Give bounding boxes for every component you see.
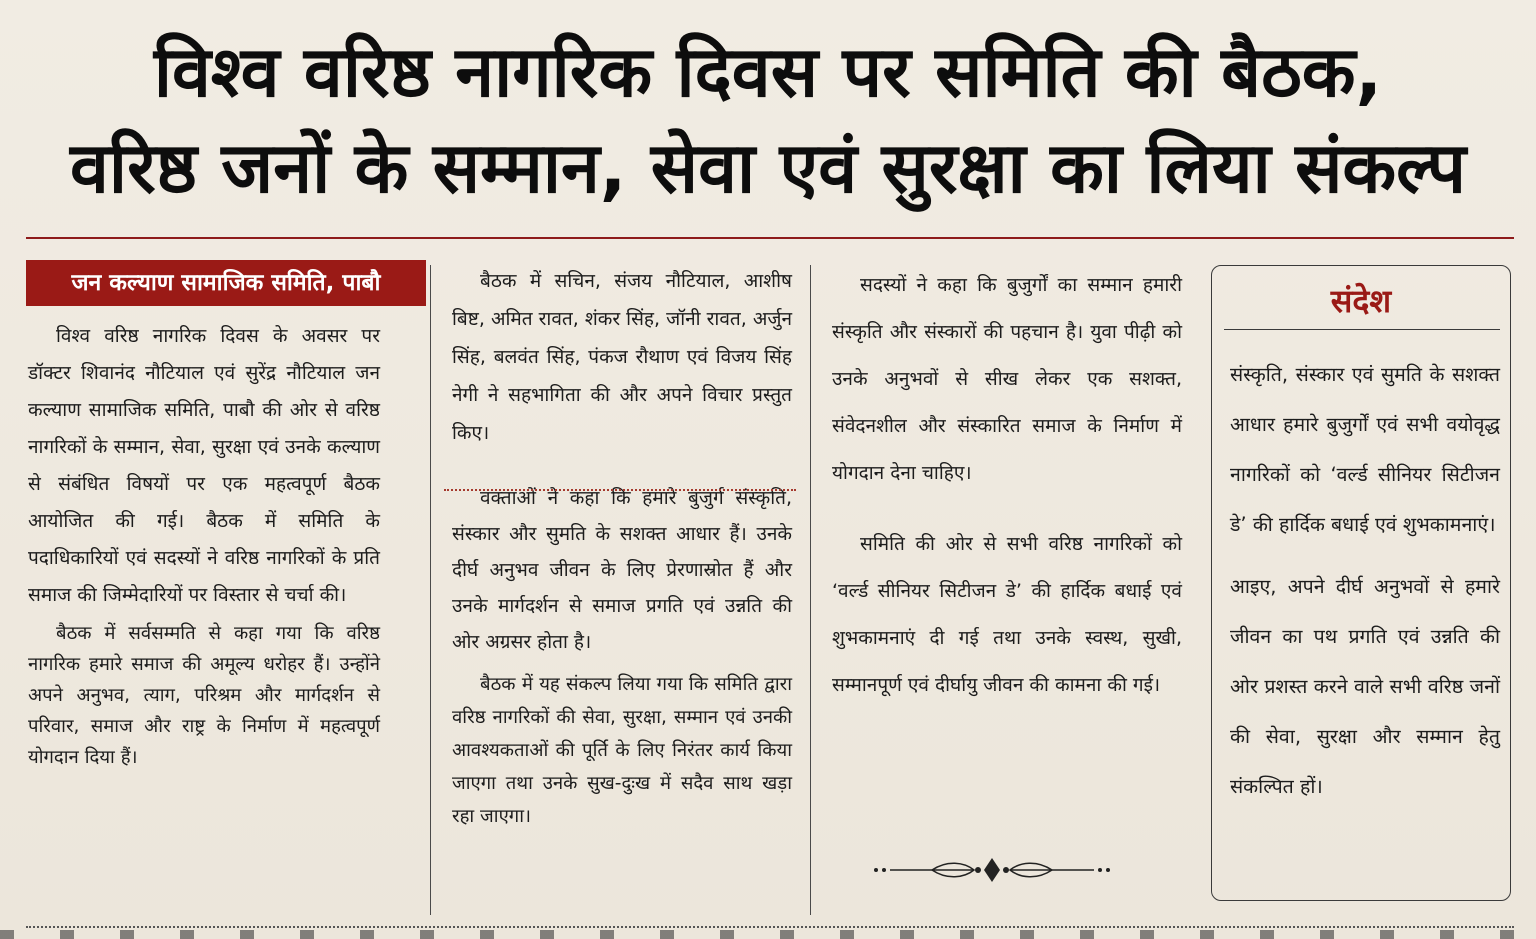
- message-box-body: [1230, 350, 1500, 812]
- column-divider-1: [430, 265, 431, 915]
- headline-line-1: विश्व वरिष्ठ नागरिक दिवस पर समिति की बैठक,: [153, 31, 1383, 113]
- column-3-paragraph-1: सदस्यों ने कहा कि बुजुर्गों का सम्मान हमारी संस्कृति और संस्कारों की पहचान है। युवा पीढ़ी को उनके अनुभवों से सीख लेकर एक सशक्त, संवेदनशील और संस्कारित समाज के निर्माण में योगदान देना चाहिए।: [832, 274, 1182, 484]
- cropped-next-text: [0, 930, 1536, 939]
- message-box-title: संदेश: [1330, 282, 1392, 320]
- column-1-paragraph-2: बैठक में सर्वसम्मति से कहा गया कि वरिष्ठ नागरिक हमारे समाज की अमूल्य धरोहर हैं। उन्होंने अपने अनुभव, त्याग, परिश्रम और मार्गदर्शन से परिवार, समाज और राष्ट्र के निर्माण में महत्वपूर्ण योगदान दिया हैं।: [28, 623, 380, 768]
- organization-tag: जन कल्याण सामाजिक समिति, पाबौ: [26, 260, 426, 306]
- headline-line-2: वरिष्ठ जनों के सम्मान, सेवा एवं सुरक्षा का लिया संकल्प: [70, 127, 1466, 209]
- message-paragraph-2: आइए, अपने दीर्घ अनुभवों से हमारे जीवन का पथ प्रगति एवं उन्नति की ओर प्रशस्त करने वाले सभी वरिष्ठ जनों की सेवा, सुरक्षा और सम्मान हेतु संकल्पित हों।: [1230, 575, 1500, 798]
- message-box-rule: [1224, 329, 1500, 330]
- bottom-divider: [26, 926, 1514, 928]
- headline-divider: [26, 237, 1514, 239]
- message-box: [1211, 265, 1511, 901]
- column-2-paragraph-3: बैठक में यह संकल्प लिया गया कि समिति द्वारा वरिष्ठ नागरिकों की सेवा, सुरक्षा, सम्मान एवं उनकी आवश्यकताओं की पूर्ति के लिए निरंतर कार्य किया जाएगा तथा उनके सुख-दुःख में सदैव साथ खड़ा रहा जाएगा।: [452, 674, 792, 827]
- column-2-paragraph-2: वक्ताओं ने कहा कि हमारे बुजुर्ग संस्कृति, संस्कार और सुमति के सशक्त आधार हैं। उनके दीर्घ अनुभव जीवन के लिए प्रेरणास्रोत हैं और उनके मार्गदर्शन से समाज प्रगति एवं उन्नति की ओर अग्रसर होता है।: [452, 487, 792, 653]
- column-divider-2: [810, 265, 811, 915]
- column-2-paragraph-1: बैठक में सचिन, संजय नौटियाल, आशीष बिष्ट, अमित रावत, शंकर सिंह, जॉनी रावत, अर्जुन सिंह, बलवंत सिंह, पंकज रौथाण एवं विजय सिंह नेगी ने सहभागिता की और अपने विचार प्रस्तुत किए।: [452, 270, 792, 444]
- column-3-paragraph-2: समिति की ओर से सभी वरिष्ठ नागरिकों को ‘वर्ल्ड सीनियर सिटीजन डे’ की हार्दिक बधाई एवं शुभकामनाएं दी गई तथा उनके स्वस्थ, सुखी, सम्मानपूर्ण एवं दीर्घायु जीवन की कामना की गई।: [832, 533, 1182, 696]
- column-1-paragraph-1: विश्व वरिष्ठ नागरिक दिवस के अवसर पर डॉक्टर शिवानंद नौटियाल एवं सुरेंद्र नौटियाल जन कल्याण सामाजिक समिति, पाबौ की ओर से वरिष्ठ नागरिकों के सम्मान, सेवा, सुरक्षा एवं उनके कल्याण से संबंधित विषयों पर एक महत्वपूर्ण बैठक आयोजित की गई। बैठक में समिति के पदाधिकारियों एवं सदस्यों ने वरिष्ठ नागरिकों के प्रति समाज की जिम्मेदारियों पर विस्तार से चर्चा की।: [28, 325, 380, 606]
- message-paragraph-1: संस्कृति, संस्कार एवं सुमति के सशक्त आधार हमारे बुजुर्गों एवं सभी वयोवृद्ध नागरिकों को ‘वर्ल्ड सीनियर सिटीजन डे’ की हार्दिक बधाई एवं शुभकामनाएं।: [1230, 363, 1500, 536]
- article-column-2: [452, 262, 792, 833]
- article-column-3: [832, 262, 1182, 709]
- article-column-1: [28, 318, 380, 773]
- dotted-separator: [444, 489, 796, 491]
- flourish-divider-icon: [872, 852, 1112, 888]
